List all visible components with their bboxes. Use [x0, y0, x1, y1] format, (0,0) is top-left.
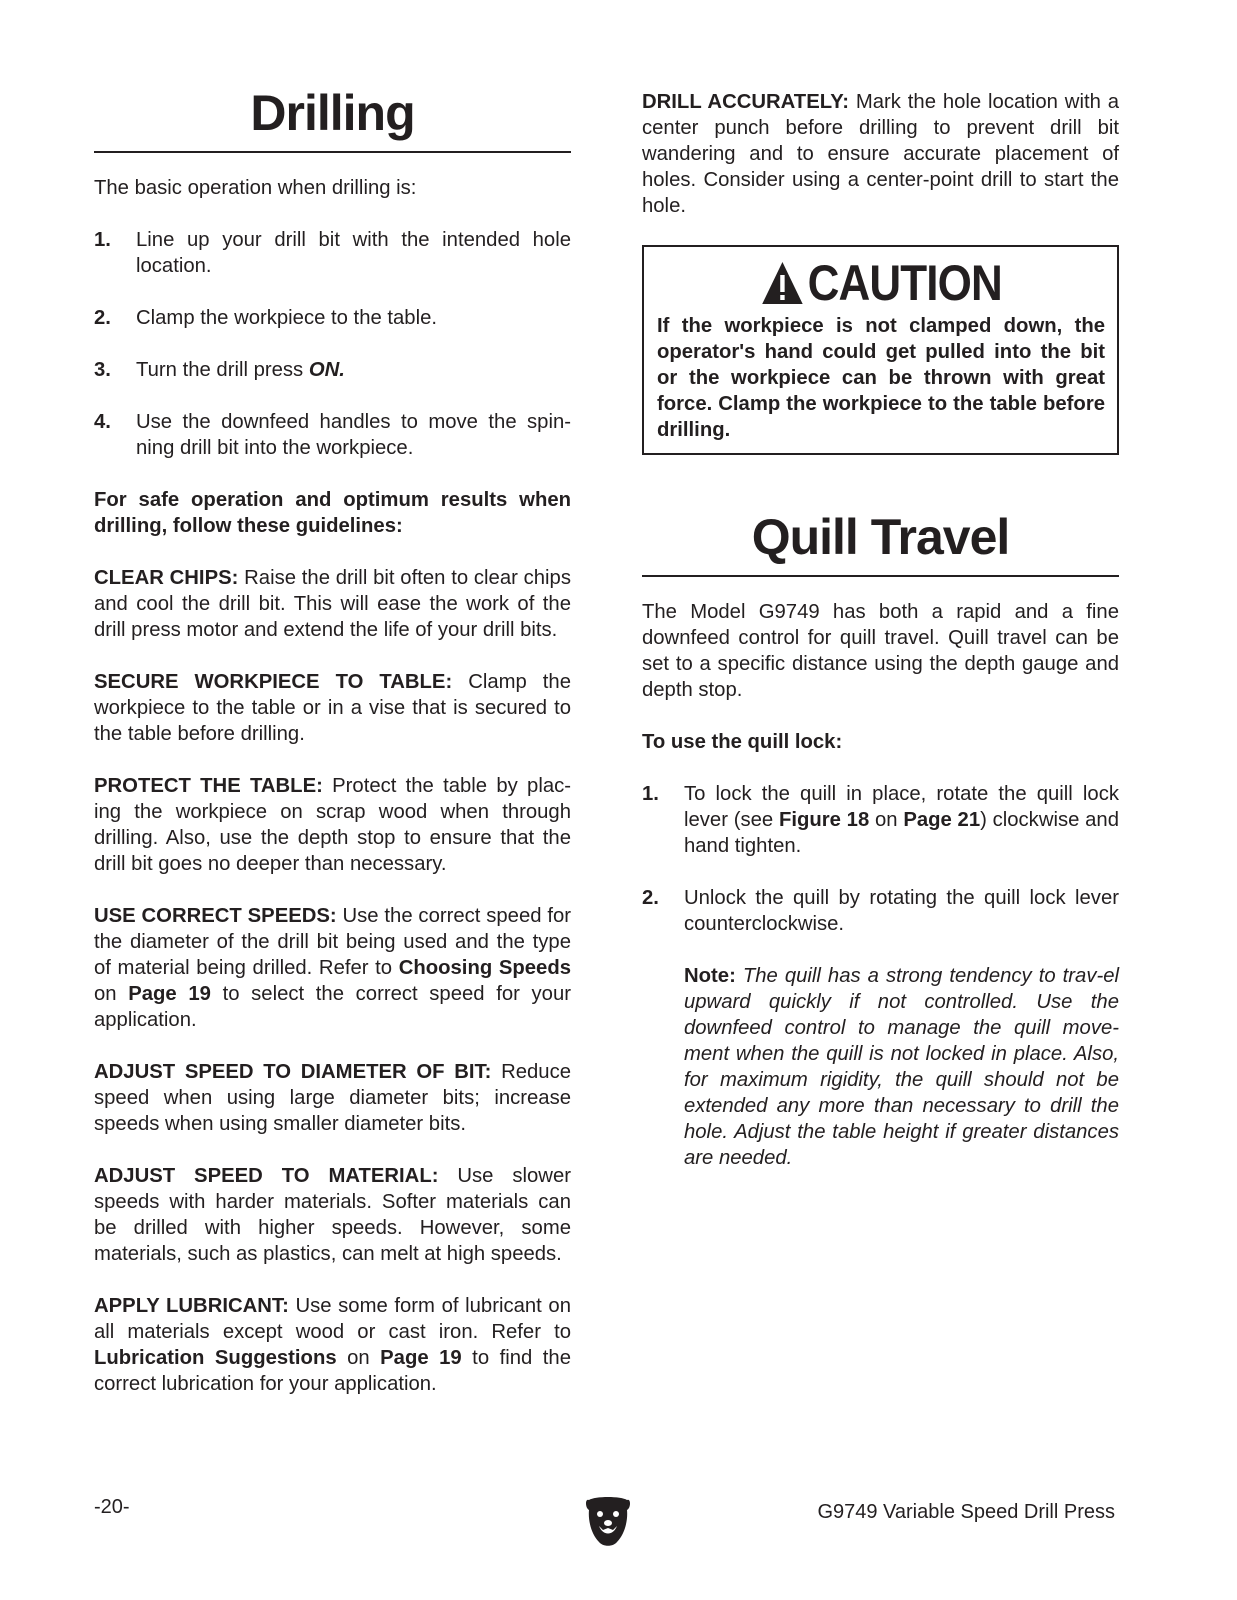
- guideline-drill-accurately: DRILL ACCURATELY: Mark the hole location with a center punch before drilling to prevent drill bit wandering and to ensure accurate placement of holes. Consider using a center-point drill to start the hole.: [642, 91, 1119, 217]
- guideline-lubricant: APPLY LUBRICANT: Use some form of lubricant on all materials except wood or cast iron. Refer to Lubrication Suggestions on Page 19 to find the correct lubrication for your application.: [94, 1295, 571, 1395]
- document-title: G9749 Variable Speed Drill Press: [817, 1501, 1115, 1523]
- section-heading-quill-travel: Quill Travel: [751, 509, 1010, 565]
- caution-header: [684, 253, 1078, 313]
- left-column: [94, 0, 571, 1423]
- guideline-clear-chips: CLEAR CHIPS: Raise the drill bit often to clear chips and cool the drill bit. This will ease the work of the drill press motor and extend the life of your drill bits.: [94, 567, 571, 641]
- list-item: 2. Clamp the workpiece to the table.: [94, 307, 438, 329]
- list-item: 3. Turn the drill press ON.: [94, 359, 345, 381]
- guideline-protect-table: PROTECT THE TABLE: Protect the table by plac-ing the workpiece on scrap wood when through drilling. Also, use the depth stop to ensure that the drill bit goes no deeper than necessary.: [94, 775, 572, 875]
- list-item: 2. Unlock the quill by rotating the quill lock lever counterclockwise.: [642, 887, 1119, 935]
- guidelines-intro: For safe operation and optimum results when drilling, follow these guidelines:: [94, 489, 571, 537]
- quill-travel-intro: The Model G9749 has both a rapid and a fine downfeed control for quill travel. Quill travel can be set to a specific distance using the depth gauge and depth stop.: [642, 601, 1119, 701]
- guideline-speed-material: ADJUST SPEED TO MATERIAL: Use slower speeds with harder materials. Softer materials can be drilled with higher speeds. However, some materials, such as plastics, can melt at high speeds.: [94, 1165, 571, 1265]
- guideline-correct-speeds: USE CORRECT SPEEDS: Use the correct speed for the diameter of the drill bit being used and the type of material being drilled. Refer to Choosing Speeds on Page 19 to select the correct speed for your application.: [94, 905, 572, 1031]
- list-item: 1. To lock the quill in place, rotate the quill lock lever (see Figure 18 on Page 21) clockwise and hand tighten.: [642, 783, 1119, 857]
- quill-note: Note: The quill has a strong tendency to trav-el upward quickly if not controlled. Use the downfeed control to manage the quill move-ment when the quill is not locked in place. Also, for maximum rigidity, the quill should not be extended any more than necessary to drill the hole. Adjust the table height if greater distances are needed.: [684, 965, 1119, 1169]
- list-item: 4. Use the downfeed handles to move the spin-ning drill bit into the workpiece.: [94, 411, 571, 459]
- drilling-intro: The basic operation when drilling is:: [94, 177, 417, 199]
- caution-text: If the workpiece is not clamped down, the operator's hand could get pulled into the bit or the workpiece can be thrown with great force. Clamp the workpiece to the table before drilling.: [657, 315, 1105, 441]
- right-column: [642, 0, 1119, 1171]
- warning-triangle-icon: [760, 260, 804, 306]
- guideline-speed-diameter: ADJUST SPEED TO DIAMETER OF BIT: Reduce speed when using large diameter bits; increase speeds when using smaller diameter bits.: [94, 1061, 571, 1135]
- quill-lock-intro: To use the quill lock:: [642, 731, 843, 753]
- guideline-secure-workpiece: SECURE WORKPIECE TO TABLE: Clamp the workpiece to the table or in a vise that is secured to the table before drilling.: [94, 671, 571, 745]
- bear-logo-icon: [585, 1494, 631, 1550]
- list-item: 1. Line up your drill bit with the intended hole location.: [94, 229, 571, 277]
- caution-title: CAUTION: [807, 255, 1002, 311]
- section-heading-drilling: Drilling: [250, 85, 415, 141]
- page-number: -20-: [94, 1496, 130, 1518]
- caution-box: [642, 245, 1119, 455]
